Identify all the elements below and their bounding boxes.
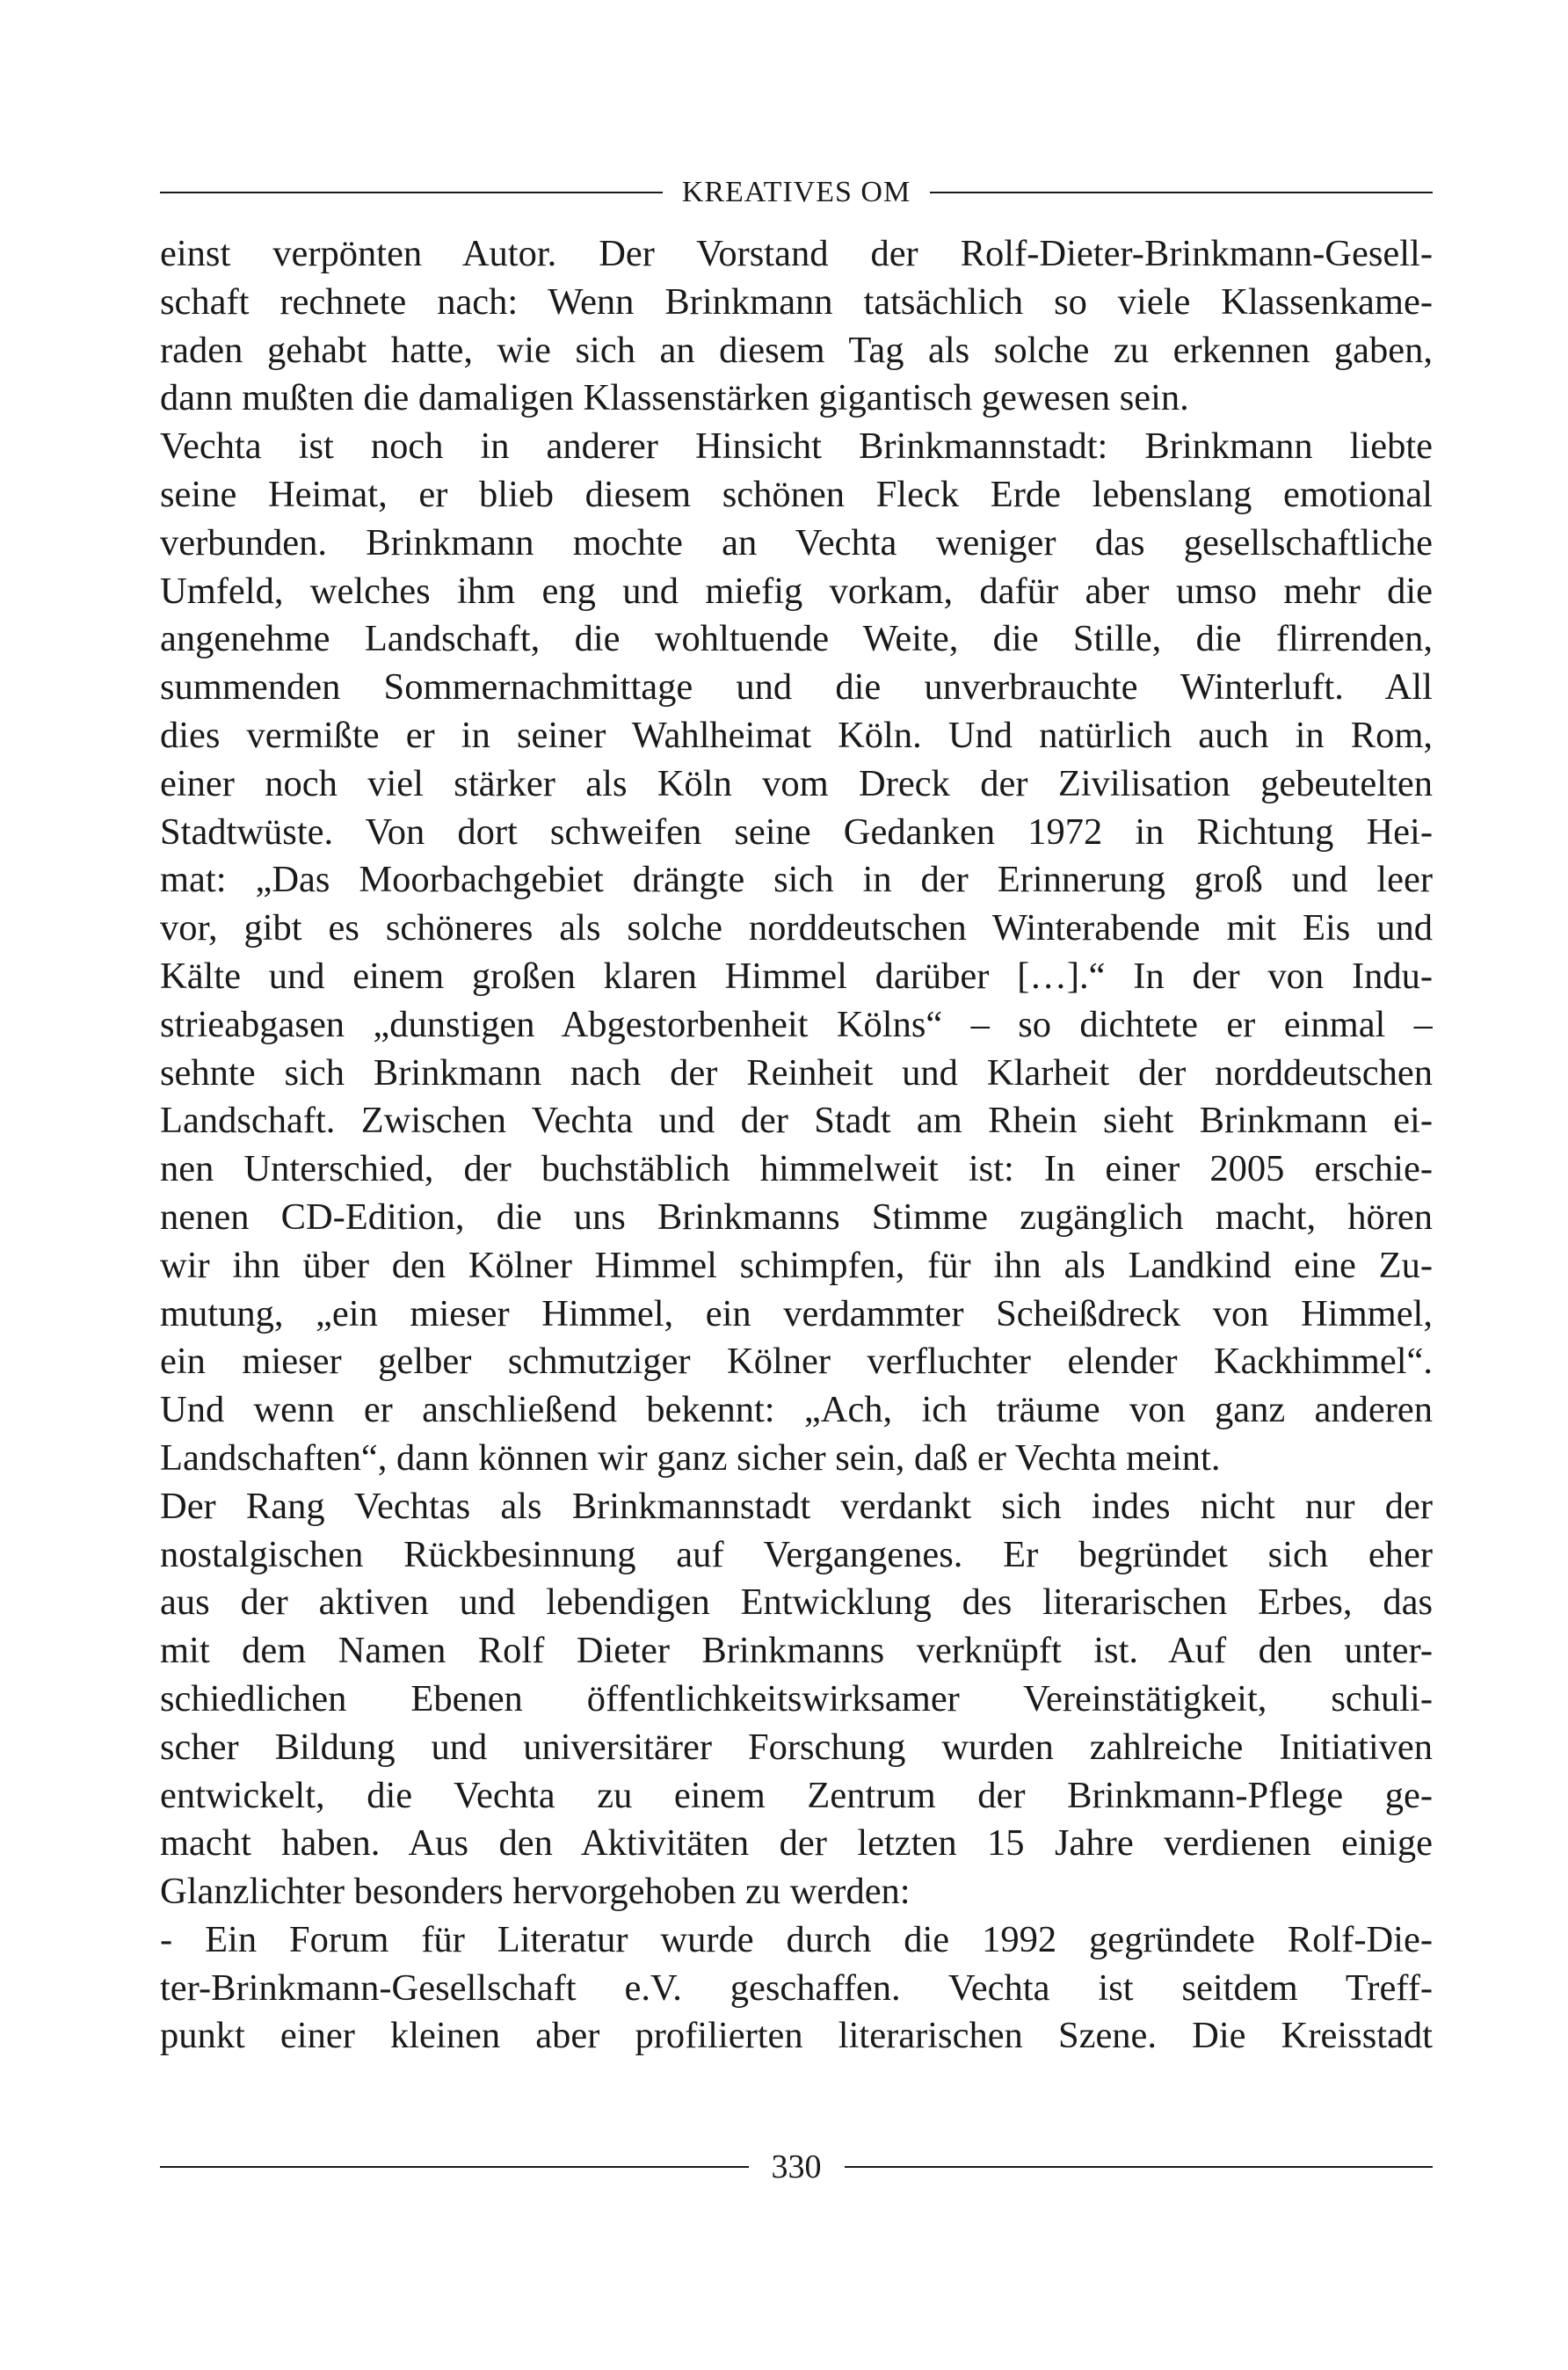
text-line: schiedlichen Ebenen öffentlichkeitswirksamer Vereinstätigkeit, schuli- bbox=[160, 1677, 1433, 1719]
text-line: Landschaft. Zwischen Vechta und der Stadt am Rhein sieht Brinkmann ei- bbox=[160, 1100, 1433, 1142]
text-line: dann mußten die damaligen Klassenstärken gigantisch gewesen sein. bbox=[160, 377, 1189, 419]
text-line: mutung, „ein mieser Himmel, ein verdammter Scheißdreck von Himmel, bbox=[160, 1292, 1433, 1334]
text-line: summenden Sommernachmittage und die unverbrauchte Winterluft. All bbox=[160, 666, 1433, 709]
text-line: wir ihn über den Kölner Himmel schimpfen, für ihn als Landkind eine Zu- bbox=[160, 1244, 1433, 1286]
body-text bbox=[160, 230, 1433, 2061]
text-line: scher Bildung und universitärer Forschung wurden zahlreiche Initiativen bbox=[160, 1726, 1433, 1768]
text-line: punkt einer kleinen aber profilierten literarischen Szene. Die Kreisstadt bbox=[160, 2015, 1433, 2057]
text-line: nostalgischen Rückbesinnung auf Vergangenes. Er begründet sich eher bbox=[160, 1533, 1433, 1575]
text-line: angenehme Landschaft, die wohltuende Weite, die Stille, die flirrenden, bbox=[160, 618, 1433, 660]
footer-rule-right bbox=[845, 2166, 1434, 2168]
running-head bbox=[160, 171, 1433, 214]
text-line: einer noch viel stärker als Köln vom Dreck der Zivilisation gebeutelten bbox=[160, 762, 1433, 804]
text-line: verbunden. Brinkmann mochte an Vechta weniger das gesellschaftliche bbox=[160, 521, 1433, 563]
text-line: dies vermißte er in seiner Wahlheimat Köln. Und natürlich auch in Rom, bbox=[160, 714, 1433, 756]
text-line: Glanzlichter besonders hervorgehoben zu werden: bbox=[160, 1871, 911, 1913]
text-line: - Ein Forum für Literatur wurde durch die 1992 gegründete Rolf-Die- bbox=[160, 1918, 1433, 1960]
text-line: ein mieser gelber schmutziger Kölner verfluchter elender Kackhimmel“. bbox=[160, 1341, 1433, 1383]
text-line: macht haben. Aus den Aktivitäten der letzten 15 Jahre verdienen einige bbox=[160, 1822, 1433, 1865]
text-line: entwickelt, die Vechta zu einem Zentrum der Brinkmann-Pflege ge- bbox=[160, 1774, 1433, 1816]
text-line: Kälte und einem großen klaren Himmel darüber […].“ In der von Indu- bbox=[160, 955, 1433, 997]
text-line: sehnte sich Brinkmann nach der Reinheit und Klarheit der norddeutschen bbox=[160, 1051, 1433, 1094]
header-rule-right bbox=[930, 192, 1433, 193]
text-line: nen Unterschied, der buchstäblich himmelweit ist: In einer 2005 erschie- bbox=[160, 1148, 1433, 1190]
text-line: Umfeld, welches ihm eng und miefig vorkam, dafür aber umso mehr die bbox=[160, 570, 1433, 612]
text-line: Der Rang Vechtas als Brinkmannstadt verdankt sich indes nicht nur der bbox=[160, 1485, 1433, 1527]
text-line: aus der aktiven und lebendigen Entwicklung des literarischen Erbes, das bbox=[160, 1581, 1433, 1624]
text-line: ter-Brinkmann-Gesellschaft e.V. geschaffen. Vechta ist seitdem Treff- bbox=[160, 1967, 1433, 2009]
text-line: raden gehabt hatte, wie sich an diesem Tag als solche zu erkennen gaben, bbox=[160, 329, 1433, 371]
text-line: mit dem Namen Rolf Dieter Brinkmanns verknüpft ist. Auf den unter- bbox=[160, 1630, 1433, 1672]
running-head-title: KREATIVES OM bbox=[681, 176, 911, 208]
text-line: Stadtwüste. Von dort schweifen seine Gedanken 1972 in Richtung Hei- bbox=[160, 811, 1433, 853]
page-footer bbox=[160, 2145, 1433, 2189]
text-line: mat: „Das Moorbachgebiet drängte sich in der Erinnerung groß und leer bbox=[160, 859, 1433, 901]
text-line: nenen CD-Edition, die uns Brinkmanns Stimme zugänglich macht, hören bbox=[160, 1196, 1433, 1238]
page-number: 330 bbox=[771, 2148, 822, 2185]
text-line: Landschaften“, dann können wir ganz sicher sein, daß er Vechta meint. bbox=[160, 1436, 1221, 1479]
text-line: seine Heimat, er blieb diesem schönen Fleck Erde lebenslang emotional bbox=[160, 473, 1433, 515]
text-line: einst verpönten Autor. Der Vorstand der Rolf-Dieter-Brinkmann-Gesell- bbox=[160, 233, 1433, 274]
header-rule-left bbox=[160, 192, 663, 193]
text-line: vor, gibt es schöneres als solche norddeutschen Winterabende mit Eis und bbox=[160, 907, 1433, 949]
footer-rule-left bbox=[160, 2166, 749, 2168]
text-line: Vechta ist noch in anderer Hinsicht Brinkmannstadt: Brinkmann liebte bbox=[160, 425, 1433, 468]
text-line: Und wenn er anschließend bekennt: „Ach, ich träume von ganz anderen bbox=[160, 1389, 1433, 1431]
text-line: strieabgasen „dunstigen Abgestorbenheit Kölns“ – so dichtete er einmal – bbox=[160, 1003, 1433, 1045]
text-line: schaft rechnete nach: Wenn Brinkmann tatsächlich so viele Klassenkame- bbox=[160, 280, 1433, 323]
